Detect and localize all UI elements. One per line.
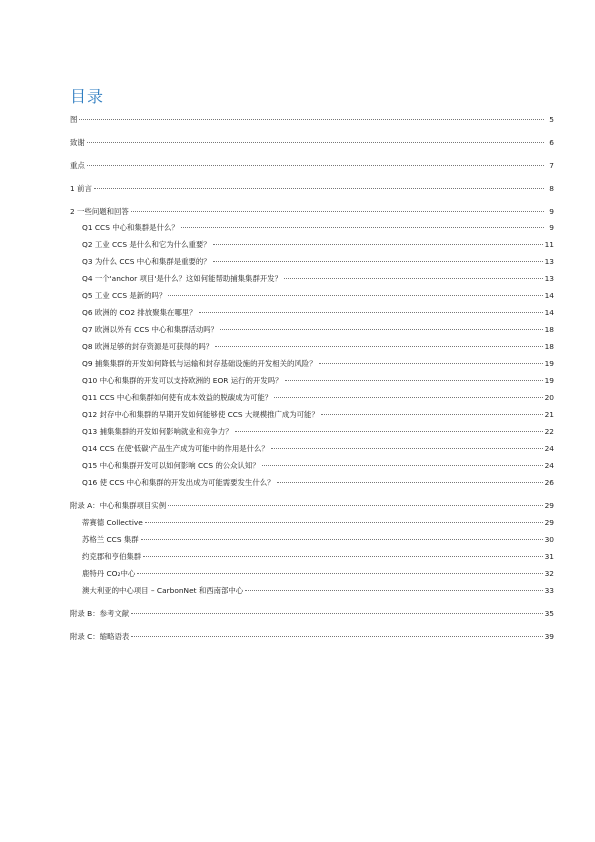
toc-dot-leader: [131, 613, 542, 614]
toc-entry[interactable]: [70, 392, 554, 403]
toc-dot-leader: [271, 448, 543, 449]
toc-entry[interactable]: [70, 426, 554, 437]
toc-entry-label: Q10 中心和集群的开发可以支持欧洲的 EOR 运行的开发吗？: [82, 376, 283, 385]
toc-entry-label: Q1 CCS 中心和集群是什么？: [82, 223, 179, 232]
toc-entry-page: 11: [544, 240, 554, 249]
toc-entry-label: Q4 一个'anchor 项目'是什么？这如何能帮助捕集集群开发？: [82, 274, 283, 283]
toc-dot-leader: [168, 505, 542, 506]
toc-entry[interactable]: [70, 443, 554, 454]
toc-title: 目录: [70, 87, 105, 106]
toc-entry-label: 图: [70, 115, 78, 124]
toc-entry-page: 9: [549, 223, 554, 232]
toc-entry-label: Q9 捕集集群的开发如何降低与运输和封存基础设施的开发相关的风险？: [82, 359, 317, 368]
toc-entry-page: 21: [544, 410, 554, 419]
toc-entry-label: Q3 为什么 CCS 中心和集群是重要的？: [82, 257, 211, 266]
toc-entry-page: 39: [544, 632, 554, 641]
toc-entry-page: 14: [544, 308, 554, 317]
toc-dot-leader: [137, 573, 542, 574]
toc-entry[interactable]: [70, 568, 554, 579]
toc-entry[interactable]: [70, 341, 554, 352]
toc-entry[interactable]: [70, 585, 554, 596]
toc-dot-leader: [245, 590, 542, 591]
toc-entry-label: 附录 A：中心和集群项目实例: [70, 501, 167, 510]
toc-dot-leader: [199, 312, 543, 313]
toc-dot-leader: [145, 522, 543, 523]
toc-entry-page: 35: [544, 609, 554, 618]
toc-entry-page: 29: [544, 518, 554, 527]
toc-entry-page: 7: [549, 161, 554, 170]
toc-entry[interactable]: [70, 290, 554, 301]
toc-entry-page: 26: [544, 478, 554, 487]
toc-entry-label: Q12 封存中心和集群的早期开发如何能够使 CCS 大规模推广成为可能？: [82, 410, 319, 419]
toc-entry-label: Q7 欧洲以外有 CCS 中心和集群活动吗？: [82, 325, 219, 334]
toc-entry-label: Q8 欧洲足够的封存资源是可获得的吗？: [82, 342, 214, 351]
toc-entry[interactable]: [70, 460, 554, 471]
toc-dot-leader: [141, 539, 543, 540]
toc-entry[interactable]: [70, 324, 554, 335]
toc-entry[interactable]: [70, 551, 554, 562]
toc-entry-page: 9: [549, 207, 554, 216]
toc-dot-leader: [168, 295, 542, 296]
toc-entry-label: 苏格兰 CCS 集群: [82, 535, 139, 544]
toc-entry-label: Q5 工业 CCS 是新的吗？: [82, 291, 167, 300]
toc-entry[interactable]: [70, 307, 554, 318]
toc-entry-page: 13: [544, 257, 554, 266]
toc-entry-label: 约克郡和亨伯集群: [82, 552, 142, 561]
toc-entry[interactable]: [70, 160, 554, 171]
toc-entry-page: 6: [549, 138, 554, 147]
toc-entry-page: 8: [549, 184, 554, 193]
toc-entry[interactable]: [70, 534, 554, 545]
toc-entry[interactable]: [70, 500, 554, 511]
toc-entry-page: 13: [544, 274, 554, 283]
toc-entry-label: 鹿特丹 CO₂中心: [82, 569, 136, 578]
toc-entry-page: 19: [544, 359, 554, 368]
toc-entry-label: 1 前言: [70, 184, 92, 193]
toc-entry-page: 29: [544, 501, 554, 510]
toc-entry-label: Q16 使 CCS 中心和集群的开发出成为可能需要发生什么？: [82, 478, 275, 487]
toc-entry-page: 22: [544, 427, 554, 436]
toc-entry-label: 附录 B：参考文献: [70, 609, 130, 618]
toc-entry-page: 14: [544, 291, 554, 300]
toc-entry-label: 附录 C：缩略语表: [70, 632, 130, 641]
toc-entry-label: 2 一些问题和回答: [70, 207, 129, 216]
toc-dot-leader: [131, 636, 542, 637]
toc-entry-page: 18: [544, 325, 554, 334]
toc-entry[interactable]: [70, 358, 554, 369]
toc-entry[interactable]: [70, 608, 554, 619]
toc-entry[interactable]: [70, 206, 554, 217]
toc-dot-leader: [285, 380, 543, 381]
toc-entry-label: 重点: [70, 161, 85, 170]
toc-dot-leader: [277, 482, 543, 483]
toc-entry[interactable]: [70, 409, 554, 420]
toc-entry-page: 24: [544, 444, 554, 453]
toc-entry-page: 20: [544, 393, 554, 402]
table-of-contents: [70, 114, 554, 642]
toc-dot-leader: [94, 188, 544, 189]
toc-dot-leader: [321, 414, 543, 415]
toc-entry-page: 24: [544, 461, 554, 470]
toc-entry-page: 31: [544, 552, 554, 561]
toc-dot-leader: [79, 119, 544, 120]
toc-dot-leader: [215, 346, 542, 347]
toc-entry-page: 18: [544, 342, 554, 351]
toc-entry-page: 33: [544, 586, 554, 595]
toc-dot-leader: [274, 397, 542, 398]
toc-entry-label: 蒂赛德 Collective: [82, 518, 143, 527]
toc-entry-label: 澳大利亚的中心项目 – CarbonNet 和西南部中心: [82, 586, 244, 595]
toc-dot-leader: [213, 261, 543, 262]
toc-dot-leader: [319, 363, 543, 364]
toc-entry[interactable]: [70, 477, 554, 488]
toc-entry[interactable]: [70, 375, 554, 386]
toc-entry-page: 5: [549, 115, 554, 124]
toc-entry-label: Q11 CCS 中心和集群如何使有成本效益的脱碳成为可能？: [82, 393, 273, 402]
toc-dot-leader: [262, 465, 543, 466]
toc-entry-page: 32: [544, 569, 554, 578]
toc-entry-label: Q15 中心和集群开发可以如何影响 CCS 的公众认知？: [82, 461, 260, 470]
toc-dot-leader: [87, 142, 544, 143]
toc-dot-leader: [143, 556, 542, 557]
toc-entry-label: 致谢: [70, 138, 85, 147]
toc-entry-label: Q6 欧洲的 CO2 排放聚集在哪里？: [82, 308, 197, 317]
toc-entry[interactable]: [70, 631, 554, 642]
toc-dot-leader: [220, 329, 543, 330]
toc-entry[interactable]: [70, 114, 554, 125]
toc-entry[interactable]: [70, 256, 554, 267]
toc-entry[interactable]: [70, 183, 554, 194]
toc-dot-leader: [181, 227, 544, 228]
toc-entry[interactable]: [70, 222, 554, 233]
toc-dot-leader: [213, 244, 543, 245]
toc-entry[interactable]: [70, 137, 554, 148]
toc-dot-leader: [87, 165, 544, 166]
toc-entry[interactable]: [70, 239, 554, 250]
toc-entry[interactable]: [70, 517, 554, 528]
toc-entry-label: Q2 工业 CCS 是什么和它为什么重要？: [82, 240, 211, 249]
toc-entry-label: Q14 CCS 在使'低碳'产品生产成为可能中的作用是什么？: [82, 444, 269, 453]
toc-dot-leader: [235, 431, 543, 432]
toc-dot-leader: [284, 278, 543, 279]
toc-entry-label: Q13 捕集集群的开发如何影响就业和竞争力？: [82, 427, 233, 436]
toc-entry-page: 30: [544, 535, 554, 544]
toc-dot-leader: [131, 211, 544, 212]
toc-entry-page: 19: [544, 376, 554, 385]
toc-entry[interactable]: [70, 273, 554, 284]
